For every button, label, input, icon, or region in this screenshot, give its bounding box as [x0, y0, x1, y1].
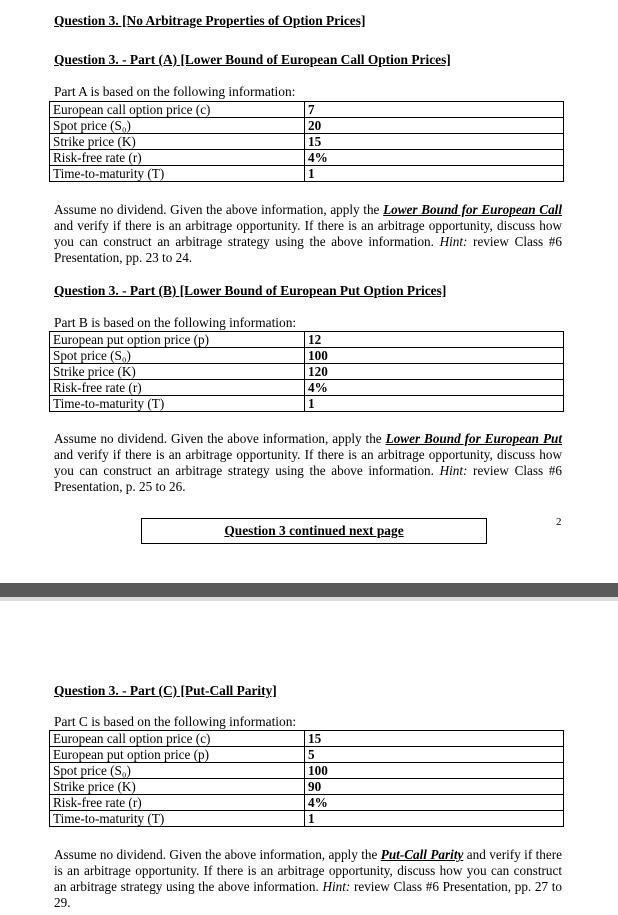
page-break [0, 583, 618, 597]
part-b-paragraph [54, 431, 562, 495]
table-row [50, 396, 564, 412]
paragraph-text: and verify if there is an arbitrage opportunity. If there is an arbitrage opportunity, discuss how you can construct an arbitrage strategy using the above information. [54, 847, 562, 894]
paragraph-text: and verify if there is an arbitrage opportunity. If there is an arbitrage opportunity, discuss how you can construct an arbitrage strategy using the above information. [54, 218, 562, 249]
part-a-intro: Part A is based on the following information: [54, 84, 296, 99]
paragraph-text: Assume no dividend. Given the above information, apply the [54, 202, 384, 217]
row-value: 20 [305, 118, 564, 134]
row-value: 4% [305, 150, 564, 166]
row-label: European put option price (p) [50, 747, 305, 763]
hint-label: Hint: [322, 879, 351, 894]
hint-text: review Class #6 Presentation, pp. 27 to 29. [54, 879, 562, 910]
hint-text: review Class #6 Presentation, pp. 23 to 24. [54, 234, 562, 265]
row-value: 1 [305, 166, 564, 182]
row-value: 15 [305, 134, 564, 150]
part-c-heading: Question 3. - Part (C) [Put-Call Parity] [54, 683, 277, 698]
table-row [50, 332, 564, 348]
table-row [50, 380, 564, 396]
row-value: 90 [305, 779, 564, 795]
part-c-paragraph [54, 847, 562, 911]
row-label: Risk-free rate (r) [50, 795, 305, 811]
part-b-heading: Question 3. - Part (B) [Lower Bound of European Put Option Prices] [54, 283, 447, 298]
row-label: European call option price (c) [50, 731, 305, 747]
table-row [50, 150, 564, 166]
hint-label: Hint: [439, 234, 468, 249]
table-row [50, 763, 564, 779]
row-label: Strike price (K) [50, 364, 305, 380]
page-number: 2 [556, 516, 562, 528]
row-value: 120 [305, 364, 564, 380]
part-b-intro: Part B is based on the following information: [54, 315, 297, 330]
paragraph-text: Assume no dividend. Given the above information, apply the [54, 847, 381, 862]
row-value: 100 [305, 348, 564, 364]
document-page-2 [0, 601, 618, 915]
paragraph-text: Assume no dividend. Given the above information, apply the [54, 431, 386, 446]
row-label: European put option price (p) [50, 332, 305, 348]
part-c-intro: Part C is based on the following information: [54, 714, 297, 729]
row-value: 4% [305, 795, 564, 811]
hint-label: Hint: [439, 463, 468, 478]
part-c-table [49, 730, 564, 827]
row-label: Spot price (S₀) [50, 763, 305, 779]
row-label: Strike price (K) [50, 779, 305, 795]
row-label: European call option price (c) [50, 102, 305, 118]
row-value: 15 [305, 731, 564, 747]
continued-box [141, 518, 487, 544]
table-row [50, 811, 564, 827]
paragraph-text: and verify if there is an arbitrage opportunity. If there is an arbitrage opportunity, discuss how you can construct an arbitrage strategy using the above information. [54, 447, 562, 478]
row-value: 7 [305, 102, 564, 118]
row-value: 5 [305, 747, 564, 763]
row-label: Time-to-maturity (T) [50, 811, 305, 827]
lower-bound-put-term: Lower Bound for European Put [385, 431, 562, 446]
table-row [50, 747, 564, 763]
row-value: 1 [305, 396, 564, 412]
part-a-table [49, 101, 564, 182]
table-row [50, 364, 564, 380]
row-value: 100 [305, 763, 564, 779]
continued-text: Question 3 continued next page [224, 523, 404, 538]
table-row [50, 118, 564, 134]
table-row [50, 779, 564, 795]
table-row [50, 348, 564, 364]
table-row [50, 134, 564, 150]
row-value: 4% [305, 380, 564, 396]
table-row [50, 166, 564, 182]
question-title: Question 3. [No Arbitrage Properties of Option Prices] [54, 13, 366, 28]
hint-text: review Class #6 Presentation, p. 25 to 26. [54, 463, 562, 494]
row-label: Time-to-maturity (T) [50, 396, 305, 412]
table-row [50, 731, 564, 747]
lower-bound-call-term: Lower Bound for European Call [383, 202, 563, 217]
row-label: Spot price (S₀) [50, 348, 305, 364]
part-a-heading: Question 3. - Part (A) [Lower Bound of European Call Option Prices] [54, 52, 451, 67]
row-label: Spot price (S₀) [50, 118, 305, 134]
put-call-parity-term: Put-Call Parity [380, 847, 464, 862]
part-b-table [49, 331, 564, 412]
row-label: Risk-free rate (r) [50, 380, 305, 396]
table-row [50, 102, 564, 118]
table-row [50, 795, 564, 811]
part-a-paragraph [54, 202, 562, 266]
row-label: Risk-free rate (r) [50, 150, 305, 166]
row-value: 12 [305, 332, 564, 348]
row-label: Time-to-maturity (T) [50, 166, 305, 182]
row-value: 1 [305, 811, 564, 827]
row-label: Strike price (K) [50, 134, 305, 150]
